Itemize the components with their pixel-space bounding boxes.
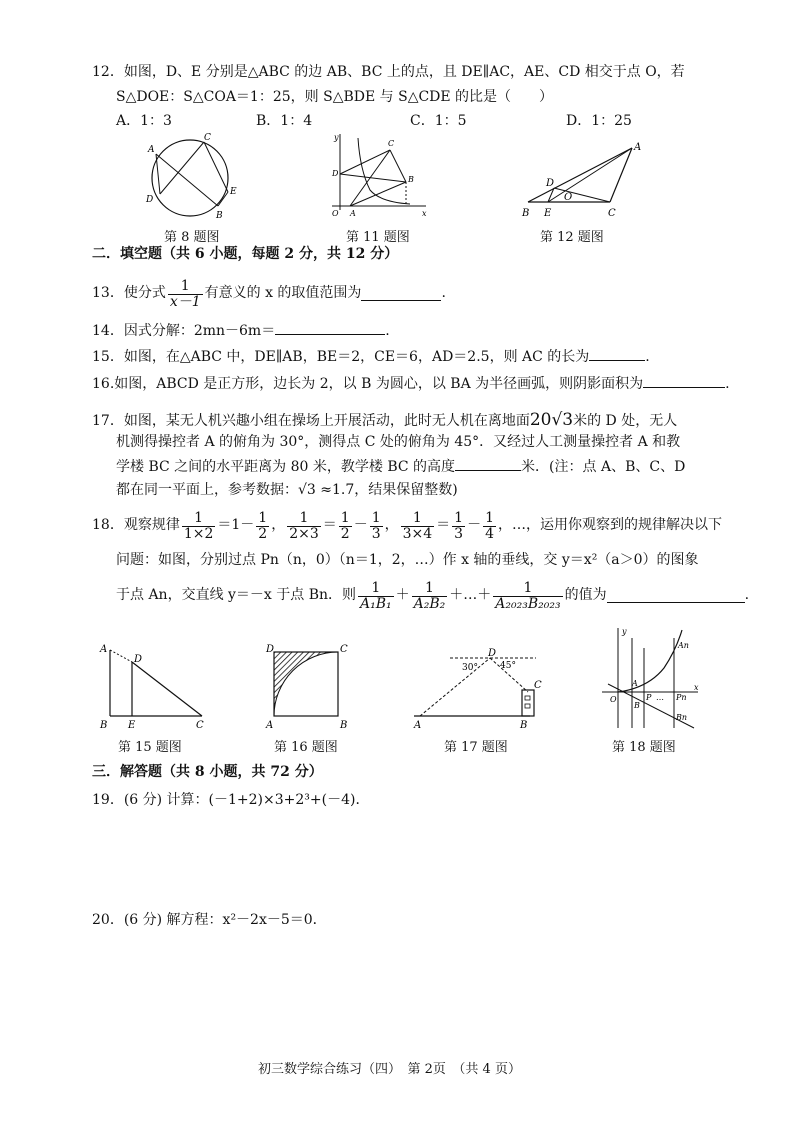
q18-frac-8-num: 1 bbox=[485, 509, 494, 526]
q17-line4: 都在同一平面上，参考数据：√3 ≈1.7，结果保留整数) bbox=[116, 482, 458, 498]
q17-height-value: 20√3 bbox=[529, 410, 574, 430]
fig16-label-b: B bbox=[340, 720, 348, 730]
q12-line2: S△DOE：S△COA＝1：25，则 S△BDE 与 S△CDE 的比是（ ） bbox=[116, 89, 554, 105]
fig12-label-b: B bbox=[522, 208, 530, 219]
q18-sum-frac-1-num: 1 bbox=[358, 581, 394, 597]
q16 bbox=[92, 375, 730, 394]
q17-line2: 机测得操控者 A 的俯角为 30°，测得点 C 处的俯角为 45°．又经过人工测量操控者 A 和教 bbox=[116, 434, 681, 450]
fig8-diagram bbox=[140, 132, 240, 224]
q17-line1-part-a: 17．如图，某无人机兴趣小组在操场上开展活动，此时无人机在离地面 bbox=[92, 413, 530, 429]
q18-end: . bbox=[744, 587, 750, 604]
q17-line3 bbox=[116, 458, 685, 477]
q15 bbox=[92, 348, 650, 367]
q20: 20．(6 分) 解方程：x²－2x－5＝0． bbox=[92, 912, 327, 928]
fig8-label-d: D bbox=[146, 195, 154, 205]
fig18-label-an: An bbox=[678, 641, 689, 650]
fig12-label-c: C bbox=[608, 208, 616, 219]
q17-line3-part-b: 米．(注：点 A、B、C、D bbox=[521, 459, 686, 475]
q18-frac-1-num: 1 bbox=[182, 511, 216, 527]
q18-frac-6-den: 3×4 bbox=[402, 525, 433, 542]
q12-option-b: B．1：4 bbox=[256, 113, 313, 129]
q18-dots: ＋…＋ bbox=[449, 587, 492, 604]
q12-option-d: D．1：25 bbox=[566, 113, 632, 129]
q13-answer-blank[interactable] bbox=[361, 288, 441, 301]
q15-text: 15．如图，在△ABC 中，DE∥AB，BE＝2，CE＝6，AD＝2.5，则 AC 的长为 bbox=[92, 349, 590, 365]
fig17-label-d: D bbox=[488, 648, 497, 659]
q18-eq-1: ＝1－ bbox=[217, 517, 255, 534]
q18-line2: 问题：如图，分别过点 Pn（n，0）（n＝1，2，…）作 x 轴的垂线，交 y＝x²（a＞0）的图象 bbox=[116, 552, 699, 568]
q16-answer-blank[interactable] bbox=[643, 375, 725, 388]
q18-frac-3-den: 2×3 bbox=[289, 525, 319, 542]
q14 bbox=[92, 322, 390, 341]
q18-frac-5 bbox=[370, 511, 383, 541]
fig8-label-a: A bbox=[148, 145, 155, 155]
fig12-label-o: O bbox=[564, 192, 573, 203]
fig11-label-d: D bbox=[332, 169, 339, 178]
q15-answer-blank[interactable] bbox=[589, 348, 645, 361]
q18-sum-frac-3 bbox=[493, 581, 562, 611]
page-footer: 初三数学综合练习（四） 第 2页 （共 4 页） bbox=[258, 1062, 521, 1077]
fig15-diagram bbox=[98, 640, 210, 730]
q18-line3-part-b: 的值为 bbox=[564, 587, 607, 604]
q18-frac-1-den: 1×2 bbox=[183, 525, 214, 542]
q13-end: . bbox=[441, 285, 446, 302]
fig11-label-c: C bbox=[388, 139, 395, 148]
fig11-label-x: x bbox=[422, 209, 427, 218]
q12-line1: 12．如图，D、E 分别是△ABC 的边 AB、BC 上的点，且 DE∥AC，AE、CD 相交于点 O，若 bbox=[92, 64, 685, 80]
q12-option-a: A．1：3 bbox=[116, 113, 172, 129]
q14-text: 14．因式分解：2mn－6m＝ bbox=[92, 323, 276, 339]
fig15-caption: 第 15 题图 bbox=[118, 740, 182, 755]
q18-frac-6-num: 1 bbox=[401, 511, 435, 527]
fig18-label-bn: Bn bbox=[676, 713, 688, 722]
fig16-diagram bbox=[264, 640, 350, 730]
q18-tail-1: ，…，运用你观察到的规律解决以下 bbox=[498, 517, 722, 534]
q17-line1 bbox=[92, 410, 677, 431]
fig17-diagram bbox=[410, 644, 550, 728]
fig12-caption: 第 12 题图 bbox=[540, 230, 604, 245]
q18-frac-1 bbox=[182, 511, 216, 541]
q18-frac-7 bbox=[452, 511, 465, 541]
fig18-label-dots: … bbox=[656, 693, 664, 702]
fig11-caption: 第 11 题图 bbox=[346, 230, 410, 245]
fig16-label-d: D bbox=[266, 644, 275, 655]
fig17-angle-30: 30° bbox=[462, 663, 478, 673]
fig16-label-c: C bbox=[340, 644, 348, 655]
q14-end: . bbox=[385, 323, 390, 339]
q17-line1-part-c: 米的 D 处，无人 bbox=[573, 413, 678, 429]
fig12-label-d: D bbox=[546, 178, 555, 189]
fig17-caption: 第 17 题图 bbox=[444, 740, 508, 755]
fig11-label-y: y bbox=[334, 133, 339, 142]
q18-frac-2 bbox=[256, 511, 269, 541]
q18-answer-blank[interactable] bbox=[607, 590, 745, 603]
fig11-label-b: B bbox=[408, 175, 414, 184]
q18-frac-6 bbox=[401, 511, 435, 541]
fig18-label-x: x bbox=[694, 683, 699, 692]
q16-text: 16.如图，ABCD 是正方形，边长为 2，以 B 为圆心，以 BA 为半径画弧，则阴影面积为 bbox=[92, 376, 644, 392]
q18-sum-frac-1 bbox=[358, 581, 394, 611]
fig11-diagram bbox=[330, 130, 430, 218]
q13-fraction bbox=[168, 279, 203, 309]
q18-sum-frac-2 bbox=[412, 581, 448, 611]
fig17-angle-45: 45° bbox=[500, 661, 516, 671]
q13-pre: 13．使分式 bbox=[92, 285, 166, 302]
q18-sum-frac-3-den: A₂₀₂₃B₂₀₂₃ bbox=[495, 595, 561, 612]
q18-frac-3-num: 1 bbox=[287, 511, 321, 527]
q18-sum-frac-2-num: 1 bbox=[412, 581, 448, 597]
fig15-label-e: E bbox=[128, 720, 136, 730]
fig18-label-pn: Pn bbox=[676, 693, 687, 702]
section-3-heading: 三．解答题（共 8 小题，共 72 分） bbox=[92, 764, 323, 780]
q18-frac-7-den: 3 bbox=[454, 525, 464, 542]
q18-line1: 18．观察规律 $\frac{1}{1\times 2}$ ＝1－ $\frac{1}{2}$ ， $\frac{1}{2\times 3}$ ＝ $\frac{1}{2}$ － $\frac{1}{3}$ ， $\frac{1}{3\times 4}$ ＝ $\frac{1}{3}$ － $\frac{1}{4}$ ，…，运用你观察到的规律解决以下 bbox=[92, 509, 722, 542]
q12-option-c: C．1：5 bbox=[410, 113, 467, 129]
fig11-label-o: O bbox=[332, 209, 339, 218]
fig18-label-y: y bbox=[622, 627, 627, 636]
q18-line3: 于点 An，交直线 y＝－x 于点 Bn．则 $\frac{1}{\text{A₁B₁}}$ ＋ $\frac{1}{\text{A₂B₂}}$ ＋…＋ $\frac{1}{\text{A₂₀₂₃B₂₀₂₃}}$ 的值为 . bbox=[116, 579, 750, 612]
fig18-caption: 第 18 题图 bbox=[612, 740, 676, 755]
fig8-label-b: B bbox=[216, 211, 223, 221]
fig16-caption: 第 16 题图 bbox=[274, 740, 338, 755]
q18-frac-3 bbox=[287, 511, 321, 541]
fig18-label-a: A bbox=[632, 679, 638, 688]
fig12-label-e: E bbox=[544, 208, 552, 219]
q18-pre: 18．观察规律 bbox=[92, 517, 180, 534]
section-2-heading: 二．填空题（共 6 小题，每题 2 分，共 12 分） bbox=[92, 246, 399, 262]
q18-frac-4-num: 1 bbox=[340, 509, 350, 526]
fig8-label-c: C bbox=[204, 133, 211, 143]
fig8-caption: 第 8 题图 bbox=[164, 230, 220, 245]
fig17-label-c: C bbox=[534, 680, 542, 691]
fig17-label-a: A bbox=[414, 720, 422, 728]
fig12-diagram bbox=[518, 140, 648, 220]
q13 bbox=[92, 272, 446, 316]
fig18-label-p: P bbox=[646, 693, 652, 702]
q18-sum-frac-1-den: A₁B₁ bbox=[360, 595, 392, 612]
fig18-label-o: O bbox=[610, 695, 617, 704]
q18-frac-4 bbox=[339, 511, 352, 541]
q13-denominator: x－1 bbox=[169, 293, 201, 310]
fig15-label-a: A bbox=[100, 644, 108, 655]
q14-answer-blank[interactable] bbox=[275, 322, 385, 335]
fig11-label-a: A bbox=[350, 209, 356, 218]
q18-frac-4-den: 2 bbox=[340, 525, 350, 542]
q13-numerator: 1 bbox=[168, 279, 203, 295]
fig8-label-e: E bbox=[230, 187, 237, 197]
q18-sum-frac-2-den: A₂B₂ bbox=[413, 595, 446, 612]
q18-frac-8-den: 4 bbox=[485, 525, 494, 542]
fig15-label-c: C bbox=[196, 720, 204, 730]
q18-frac-5-den: 3 bbox=[371, 525, 381, 542]
q15-end: . bbox=[645, 349, 650, 365]
q17-answer-blank[interactable] bbox=[455, 458, 521, 471]
fig17-label-b: B bbox=[520, 720, 528, 728]
fig12-label-a: A bbox=[634, 142, 642, 153]
fig18-diagram bbox=[598, 624, 704, 732]
q17-line3-part-a: 学楼 BC 之间的水平距离为 80 米，教学楼 BC 的高度 bbox=[116, 459, 456, 475]
q18-frac-2-den: 2 bbox=[258, 525, 268, 542]
q18-frac-7-num: 1 bbox=[454, 509, 464, 526]
q18-frac-8 bbox=[483, 511, 496, 541]
fig16-label-a: A bbox=[266, 720, 274, 730]
fig15-label-b: B bbox=[100, 720, 108, 730]
fig18-label-b: B bbox=[634, 701, 640, 710]
fig15-label-d: D bbox=[134, 654, 143, 665]
q18-frac-2-num: 1 bbox=[258, 509, 268, 526]
q18-frac-5-num: 1 bbox=[371, 509, 381, 526]
q18-sum-frac-3-num: 1 bbox=[493, 581, 562, 597]
q13-post: 有意义的 x 的取值范围为 bbox=[204, 285, 362, 302]
q18-line3-part-a: 于点 An，交直线 y＝－x 于点 Bn．则 bbox=[116, 587, 357, 604]
q19: 19．(6 分) 计算：(－1+2)×3+2³+(－4)． bbox=[92, 792, 370, 808]
q16-end: . bbox=[725, 376, 730, 392]
